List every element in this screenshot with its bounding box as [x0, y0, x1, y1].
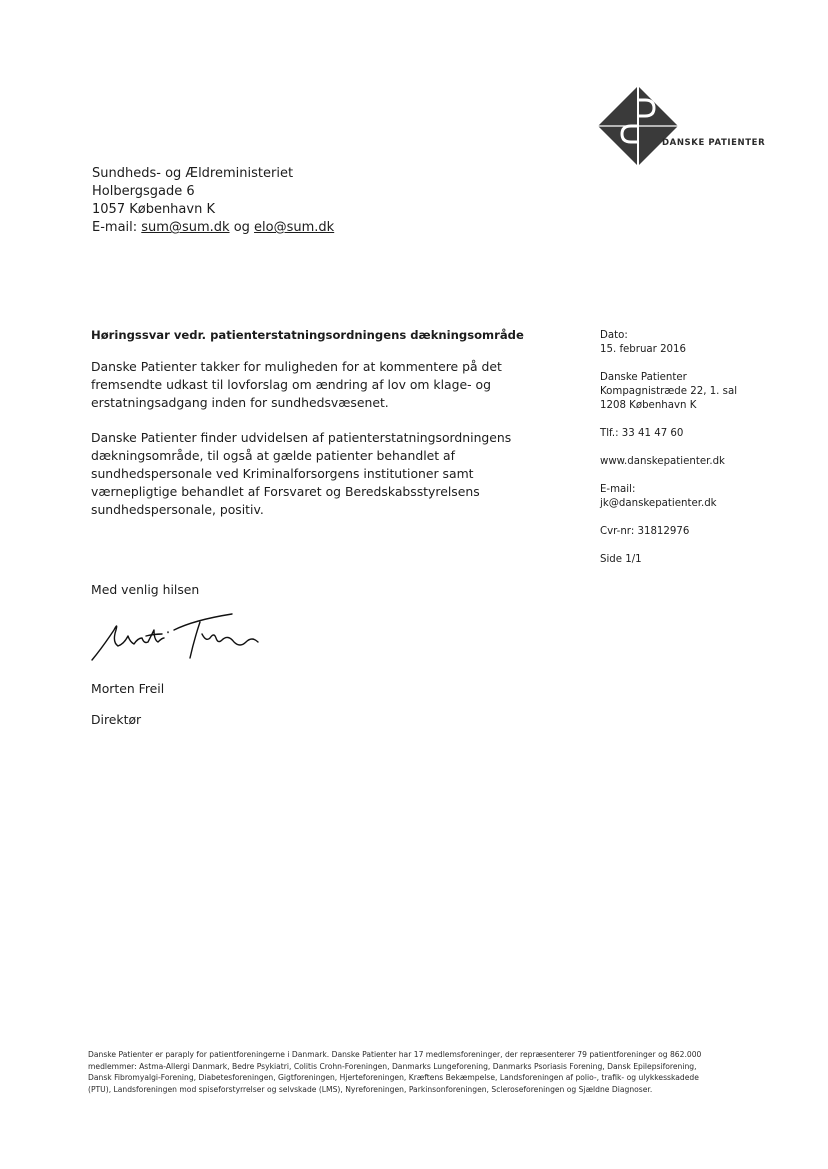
footer-member-list	[88, 1049, 748, 1095]
paragraph-line: sundhedspersonale, positiv.	[91, 502, 264, 517]
logo-wordmark: DANSKE PATIENTER	[662, 138, 766, 148]
recipient-line-2: Holbergsgade 6	[92, 184, 195, 199]
paragraph-line: fremsendte udkast til lovforslag om ændring af lov om klage- og	[91, 377, 491, 392]
footer-line: medlemmer: Astma-Allergi Danmark, Bedre Psykiatri, Colitis Crohn-Foreningen, Danmarks Lungeforening, Danmarks Psoriasis Forening, Dansk Epilepsiforening,	[88, 1061, 697, 1071]
closing-greeting: Med venlig hilsen	[91, 582, 200, 597]
footer-line: (PTU), Landsforeningen mod spiseforstyrrelser og selvskade (LMS), Nyreforeningen, Parkinsonforeningen, Scleroseforeningen og Sjældne Diagnoser.	[88, 1084, 653, 1094]
sender-info-sidebar	[600, 329, 737, 581]
recipient-line-1: Sundheds- og Ældreministeriet	[92, 166, 294, 181]
sender-address-block	[600, 371, 737, 413]
sender-email-label: E-mail:	[600, 484, 636, 495]
paragraph-line: sundhedspersonale ved Kriminalforsorgens institutioner samt	[91, 466, 474, 481]
page-indicator: Side 1/1	[600, 554, 642, 565]
sender-email-value[interactable]: jk@danskepatienter.dk	[600, 498, 717, 509]
body-paragraph-1	[91, 358, 521, 412]
date-block	[600, 329, 737, 357]
paragraph-line: dækningsområde, til også at gælde patienter behandlet af	[91, 448, 456, 463]
paragraph-line: værnepligtige behandlet af Forsvaret og Beredskabsstyrelsens	[91, 484, 480, 499]
body-paragraph-2	[91, 429, 521, 519]
email-link-elo[interactable]: elo@sum.dk	[254, 220, 335, 235]
signer-title: Direktør	[91, 712, 142, 727]
sender-cvr: Cvr-nr: 31812976	[600, 526, 690, 537]
email-prefix: E-mail:	[92, 220, 138, 235]
footer-line: Danske Patienter er paraply for patientforeningerne i Danmark. Danske Patienter har 17 medlemsforeninger, der repræsenterer 79 patientforeninger og 862.000	[88, 1050, 702, 1059]
sender-phone: Tlf.: 33 41 47 60	[600, 428, 684, 439]
sender-org-name: Danske Patienter	[600, 372, 687, 383]
danske-patienter-logo-icon	[598, 86, 678, 166]
sender-address-2: 1208 København K	[600, 400, 697, 411]
sender-email-block	[600, 483, 737, 511]
email-link-sum[interactable]: sum@sum.dk	[141, 220, 230, 235]
date-value: 15. februar 2016	[600, 344, 687, 355]
recipient-address	[92, 165, 334, 237]
footer-line: Dansk Fibromyalgi-Forening, Diabetesforeningen, Gigtforeningen, Hjerteforeningen, Kræftens Bekæmpelse, Landsforeningen af polio-, trafik- og ulykkesskadede	[88, 1073, 699, 1082]
date-label: Dato:	[600, 330, 628, 341]
recipient-email-line	[92, 219, 334, 237]
letter-subject: Høringssvar vedr. patienterstatningsordningens dækningsområde	[91, 328, 524, 342]
recipient-line-3: 1057 København K	[92, 202, 215, 217]
sender-address-1: Kompagnistræde 22, 1. sal	[600, 386, 738, 397]
paragraph-line: Danske Patienter takker for muligheden for at kommentere på det	[91, 359, 502, 374]
sender-website[interactable]: www.danskepatienter.dk	[600, 456, 725, 467]
email-joiner: og	[233, 220, 250, 235]
handwritten-signature	[88, 608, 268, 668]
signer-name: Morten Freil	[91, 681, 165, 696]
paragraph-line: Danske Patienter finder udvidelsen af patienterstatningsordningens	[91, 430, 512, 445]
organization-logo	[598, 86, 766, 166]
paragraph-line: erstatningsadgang inden for sundhedsvæsenet.	[91, 395, 389, 410]
